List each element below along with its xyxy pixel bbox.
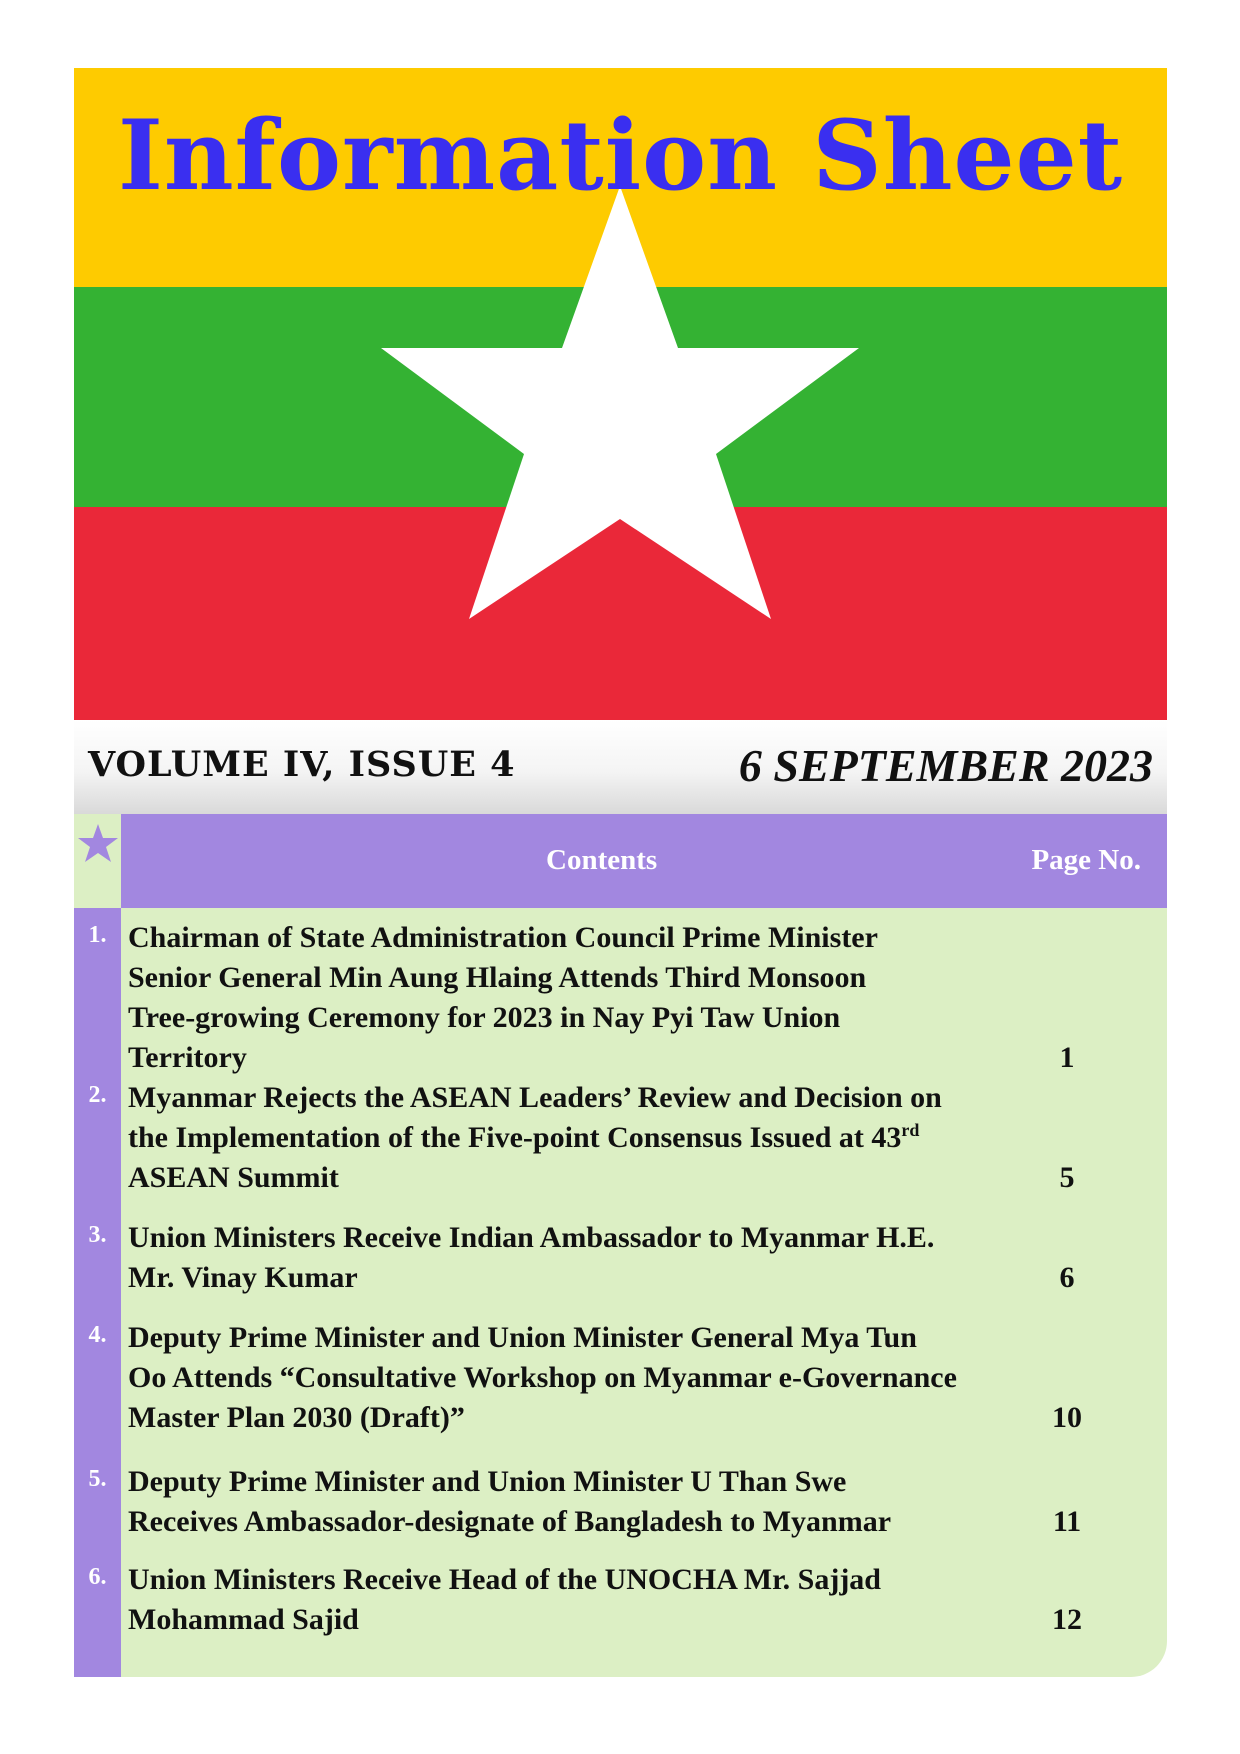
number-column [74, 908, 121, 1677]
entry-title [128, 918, 1008, 1078]
entry-line: Deputy Prime Minister and Union Minister U Than Swe [128, 1465, 847, 1498]
flag-banner [74, 68, 1167, 720]
ordinal-suffix: rd [901, 1120, 920, 1140]
issue-band [74, 720, 1167, 814]
page-title: Information Sheet [117, 99, 1124, 212]
entry-line: Mohammad Sajid [128, 1603, 359, 1636]
entry-number: 1. [88, 922, 107, 948]
entry-line: Mr. Vinay Kumar [128, 1261, 358, 1294]
entry-line: Territory [128, 1041, 247, 1074]
entry-page-number: 11 [1052, 1505, 1082, 1538]
purple-star-icon [76, 822, 120, 866]
volume-issue: VOLUME IV, ISSUE 4 [88, 744, 516, 785]
entry-number: 2. [88, 1082, 107, 1108]
contents-heading: Contents [546, 844, 658, 876]
entry-number: 3. [88, 1222, 107, 1248]
entry-title [128, 1462, 1008, 1542]
entry-line: ASEAN Summit [128, 1161, 339, 1194]
entry-title [128, 1218, 1008, 1298]
contents-header [121, 814, 1167, 908]
entry-title [128, 1078, 1008, 1198]
page-number-heading: Page No. [1031, 844, 1141, 876]
entry-page-number: 6 [1059, 1261, 1075, 1294]
entry-number: 6. [88, 1564, 107, 1590]
entry-line: the Implementation of the Five-point Consensus Issued at 43 [128, 1121, 902, 1154]
contents-table [74, 814, 1167, 1677]
entry-line: Senior General Min Aung Hlaing Attends Third Monsoon [128, 961, 867, 994]
entry-line: Deputy Prime Minister and Union Minister General Mya Tun [128, 1321, 917, 1354]
entry-page-number: 12 [1052, 1603, 1082, 1636]
entry-line: Master Plan 2030 (Draft)” [128, 1401, 465, 1434]
entry-line: Union Ministers Receive Indian Ambassador to Myanmar H.E. [128, 1221, 935, 1254]
entry-line: Union Ministers Receive Head of the UNOCHA Mr. Sajjad [128, 1563, 881, 1596]
entry-page-number: 5 [1059, 1161, 1075, 1194]
entry-page-number: 1 [1059, 1041, 1075, 1074]
entry-line: Oo Attends “Consultative Workshop on Myanmar e-Governance [128, 1361, 957, 1394]
corner-cell [74, 814, 121, 908]
entry-number: 5. [88, 1466, 107, 1492]
entry-title [128, 1318, 1008, 1438]
entry-number: 4. [88, 1322, 107, 1348]
entry-line: Receives Ambassador-designate of Bangladesh to Myanmar [128, 1505, 892, 1538]
entry-line: Chairman of State Administration Council Prime Minister [128, 921, 878, 954]
issue-date: 6 SEPTEMBER 2023 [738, 740, 1153, 791]
entry-page-number: 10 [1052, 1401, 1082, 1434]
entry-title [128, 1560, 1008, 1640]
entry-line: Tree-growing Ceremony for 2023 in Nay Pyi Taw Union [128, 1001, 841, 1034]
entry-line: Myanmar Rejects the ASEAN Leaders’ Review and Decision on [128, 1081, 942, 1114]
